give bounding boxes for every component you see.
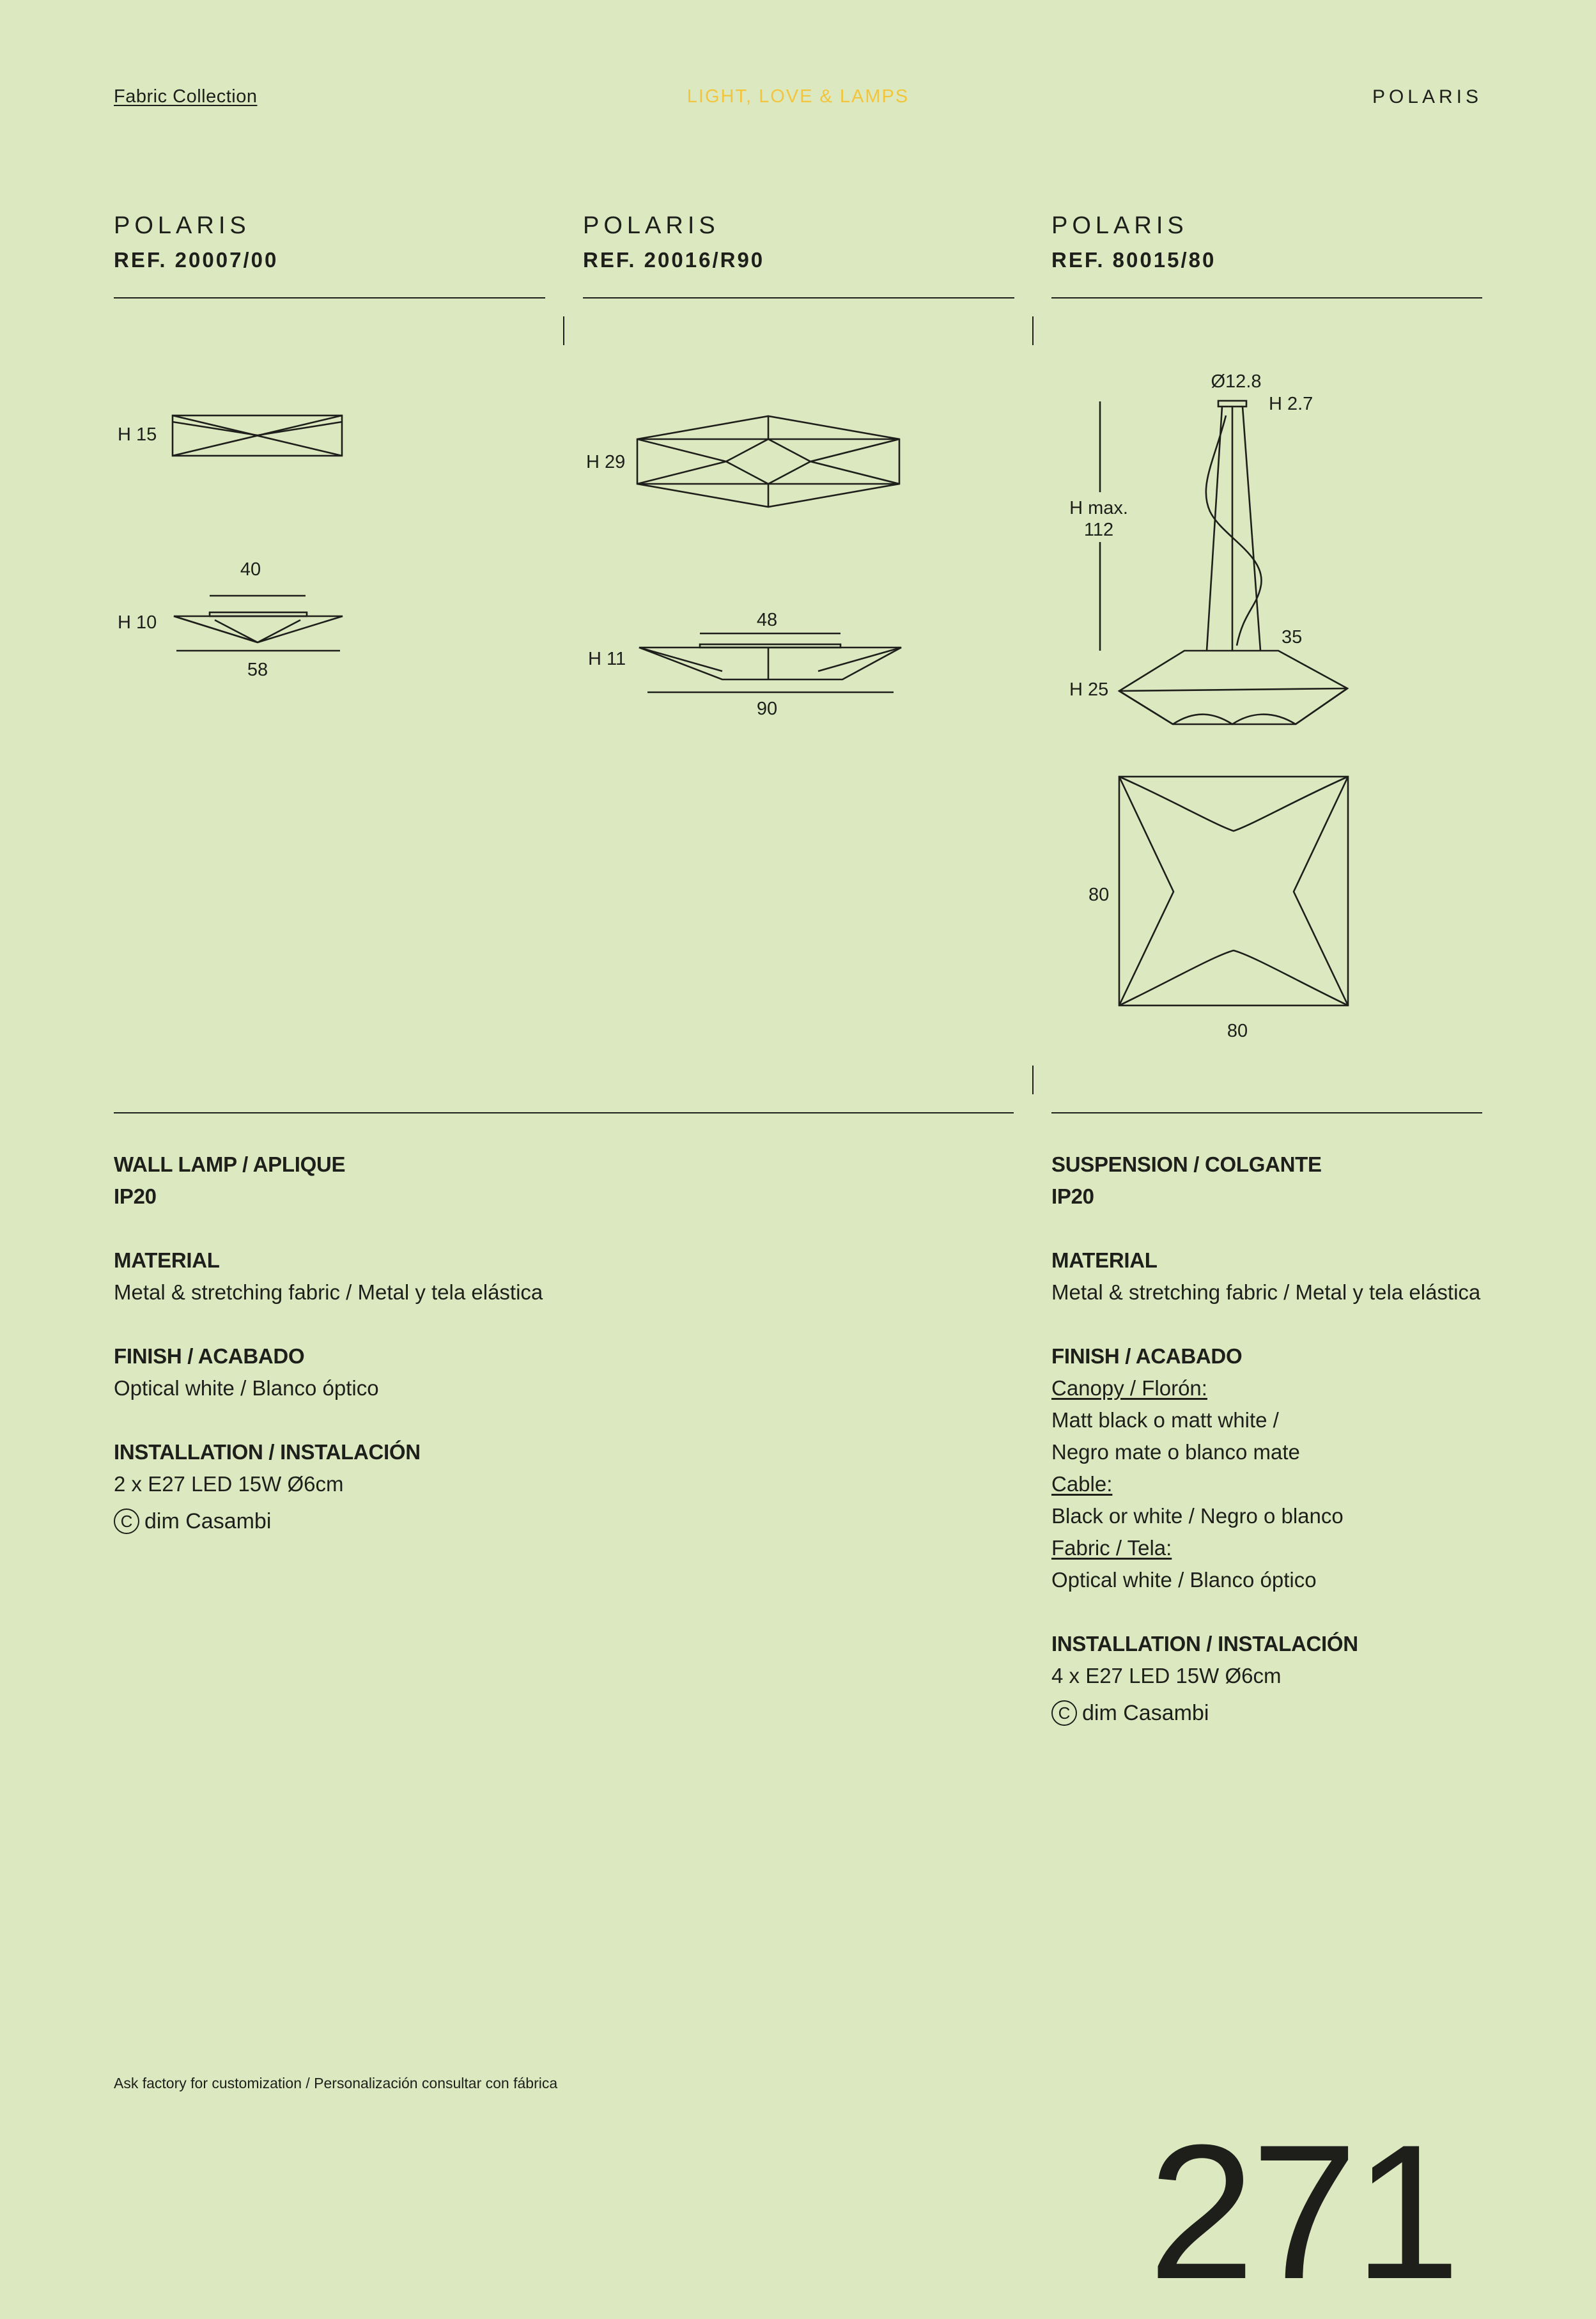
p3-canopy-diameter: Ø12.8 [1211,371,1262,392]
p2-front-view [586,416,899,507]
casambi-control-icon: C [1051,1700,1077,1726]
p2-bottom-width: 90 [756,699,778,719]
spec-susp-control [1051,1697,1480,1729]
p3-hmax-value: 112 [1083,520,1114,540]
product-name-3: POLARIS [1051,212,1188,239]
spec-wall-control-label: dim Casambi [144,1509,272,1533]
spec-susp-cable-label: Cable: [1051,1472,1113,1496]
p3-shade-height: H 25 [1069,679,1109,700]
spec-wall-finish-label: FINISH / ACABADO [114,1344,305,1368]
spec-wall-installation: 2 x E27 LED 15W Ø6cm [114,1472,344,1496]
spec-susp-installation: 4 x E27 LED 15W Ø6cm [1051,1664,1282,1687]
spec-susp-installation-label: INSTALLATION / INSTALACIÓN [1051,1632,1358,1656]
p2-front-height: H 29 [586,452,626,472]
spec-susp-material-label: MATERIAL [1051,1248,1158,1272]
page-number: 271 [1148,2104,1457,2319]
spec-susp-type: SUSPENSION / COLGANTE [1051,1152,1322,1176]
p3-shade-width: 35 [1282,627,1303,648]
spec-susp-cable: Black or white / Negro o blanco [1051,1504,1344,1528]
collection-link[interactable]: Fabric Collection [114,86,258,107]
spec-susp-canopy-2: Negro mate o blanco mate [1051,1440,1300,1464]
technical-drawings [0,0,1596,1151]
brand-tagline: LIGHT, LOVE & LAMPS [686,86,910,107]
spec-rule-suspension [1051,1112,1482,1113]
p2-side-height: H 11 [588,649,626,669]
p1-front-height: H 15 [118,424,157,445]
spec-susp-fabric: Optical white / Blanco óptico [1051,1568,1317,1592]
p2-top-width: 48 [756,610,778,630]
product-name-1: POLARIS [114,212,251,239]
p3-plan-bottom: 80 [1227,1021,1248,1041]
section-title: POLARIS [1372,86,1482,107]
spec-wall-control [114,1505,543,1537]
casambi-control-icon: C [114,1509,139,1534]
spec-wall [114,1149,543,1537]
spec-susp-material: Metal & stretching fabric / Metal y tela elástica [1051,1280,1481,1304]
spec-susp-canopy-1: Matt black o matt white / [1051,1408,1279,1432]
product-name-2: POLARIS [583,212,720,239]
spec-wall-ip: IP20 [114,1184,157,1208]
p3-canopy-height: H 2.7 [1269,394,1313,414]
product-ref-2: REF. 20016/R90 [583,248,765,272]
spec-wall-installation-label: INSTALLATION / INSTALACIÓN [114,1440,421,1464]
p2-side-view [588,610,901,719]
spec-wall-material: Metal & stretching fabric / Metal y tela elástica [114,1280,543,1304]
p1-bottom-width: 58 [247,660,268,680]
p3-elevation-view [1069,371,1347,724]
product-ref-1: REF. 20007/00 [114,248,279,272]
spec-wall-material-label: MATERIAL [114,1248,220,1272]
product-ref-3: REF. 80015/80 [1051,248,1216,272]
spec-susp-finish-label: FINISH / ACABADO [1051,1344,1243,1368]
p3-plan-side: 80 [1089,885,1110,905]
p3-plan-view [1089,777,1348,1041]
p1-side-view [118,559,343,680]
spec-rule-wall [114,1112,1014,1113]
spec-susp-ip: IP20 [1051,1184,1094,1208]
spec-susp-control-label: dim Casambi [1082,1701,1209,1725]
p3-hmax-label: H max. [1069,498,1128,518]
p1-top-width: 40 [240,559,261,580]
customization-note: Ask factory for customization / Personalización consultar con fábrica [114,2075,558,2091]
p1-front-view [118,415,342,456]
p1-side-height: H 10 [118,612,157,633]
spec-wall-finish: Optical white / Blanco óptico [114,1376,379,1400]
spec-wall-type: WALL LAMP / APLIQUE [114,1152,346,1176]
spec-suspension [1051,1149,1480,1729]
spec-susp-fabric-label: Fabric / Tela: [1051,1536,1172,1560]
spec-susp-canopy-label: Canopy / Florón: [1051,1376,1207,1400]
